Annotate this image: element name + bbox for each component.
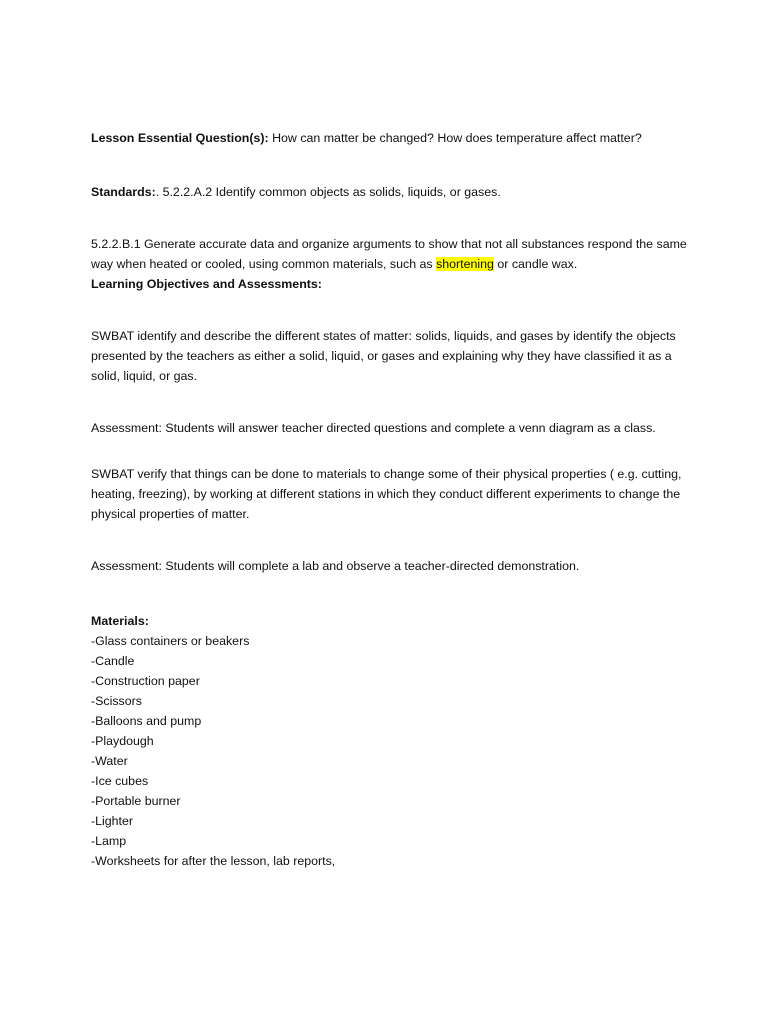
materials-list-item: -Glass containers or beakers: [91, 634, 250, 648]
materials-list-item: -Construction paper: [91, 674, 200, 688]
materials-list-item: -Balloons and pump: [91, 714, 202, 728]
materials-list-item: -Candle: [91, 654, 135, 668]
standard-b1-text-after: or candle wax.: [493, 257, 578, 271]
assessment-1: Assessment: Students will answer teacher directed questions and complete a venn diagram as a class.: [91, 421, 656, 435]
materials-list-item: -Playdough: [91, 734, 154, 748]
standard-b1: [91, 234, 691, 274]
essential-question: [91, 128, 691, 148]
materials-list-item: -Lamp: [91, 834, 127, 848]
materials-list-item: -Scissors: [91, 694, 142, 708]
standards-label: Standards:: [91, 185, 156, 199]
standards-text: . 5.2.2.A.2 Identify common objects as solids, liquids, or gases.: [155, 185, 501, 199]
highlighted-word: shortening: [436, 257, 494, 271]
materials-list-item: -Worksheets for after the lesson, lab reports,: [91, 854, 336, 868]
materials-list-item: -Portable burner: [91, 794, 181, 808]
materials-list-item: -Lighter: [91, 814, 134, 828]
standards: [91, 182, 691, 202]
materials-list-item: -Ice cubes: [91, 774, 149, 788]
assessment-2: Assessment: Students will complete a lab and observe a teacher-directed demonstration.: [91, 559, 580, 573]
standard-b1-text-before: 5.2.2.B.1 Generate accurate data and organize arguments to show that not all substances respond the same way when heated or cooled, using common materials, such as: [91, 237, 687, 271]
lesson-plan-page: [91, 128, 691, 871]
objective-1: SWBAT identify and describe the different states of matter: solids, liquids, and gases by identify the objects presented by the teachers as either a solid, liquid, or gases and explaining why they have classified it as a solid, liquid, or gas.: [91, 329, 676, 383]
materials-list-item: -Water: [91, 754, 128, 768]
materials-heading: Materials:: [91, 614, 149, 628]
materials-list: [91, 631, 691, 871]
essential-question-text: How can matter be changed? How does temperature affect matter?: [268, 131, 642, 145]
objective-2: SWBAT verify that things can be done to materials to change some of their physical properties ( e.g. cutting, heating, freezing), by working at different stations in which they conduct different experiments to change the physical properties of matter.: [91, 467, 682, 521]
objectives-heading: Learning Objectives and Assessments:: [91, 277, 322, 291]
essential-question-label: Lesson Essential Question(s):: [91, 131, 269, 145]
